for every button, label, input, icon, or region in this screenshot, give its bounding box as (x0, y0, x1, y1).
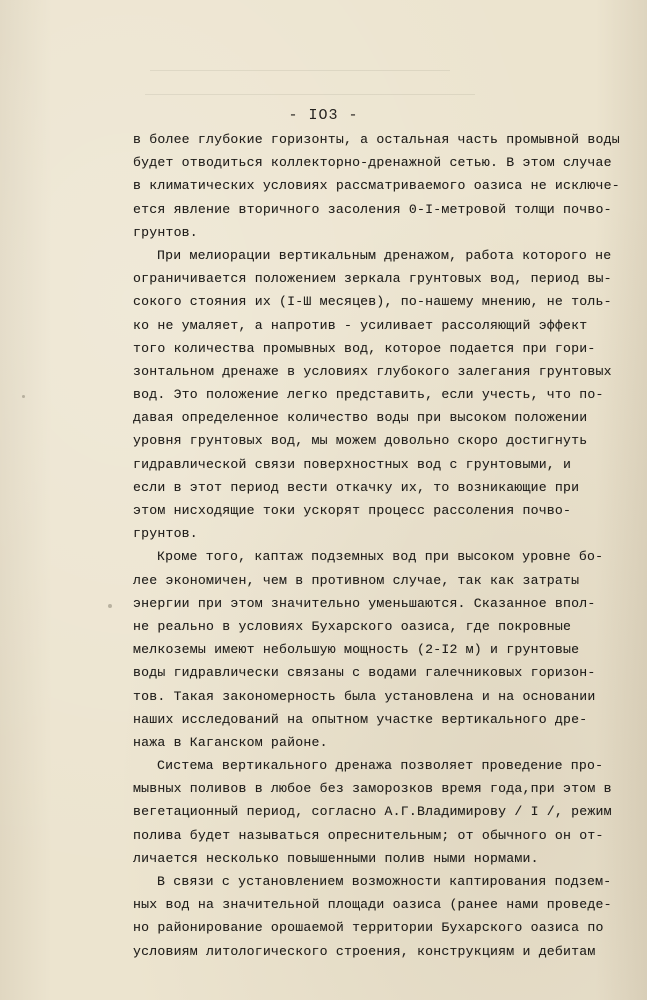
text-line: в климатических условиях рассматриваемого оазиса не исключе- (133, 178, 620, 194)
show-through-line (145, 94, 475, 103)
paragraph-3 (133, 545, 633, 754)
paragraph-4 (133, 754, 633, 870)
binder-hole-mark (22, 395, 25, 398)
text-line: Система вертикального дренажа позволяет проведение про- (157, 758, 604, 774)
text-line: вегетационный период, согласно А.Г.Владимирову / I /, режим (133, 804, 612, 820)
text-line: лее экономичен, чем в противном случае, так как затраты (133, 572, 580, 588)
text-line: зонтальном дренаже в условиях глубокого залегания грунтовых (133, 363, 612, 379)
text-line: не реально в условиях Бухарского оазиса, где покровные (133, 618, 572, 634)
body-text (133, 128, 633, 963)
text-line: этом нисходящие токи ускорят процесс рассоления почво- (133, 503, 572, 518)
paragraph-1 (133, 128, 633, 244)
text-line: уровня грунтовых вод, мы можем довольно скоро достигнуть (133, 433, 588, 449)
text-line: полива будет называться опреснительным; от обычного он от- (133, 827, 604, 843)
paragraph-2 (133, 244, 633, 545)
text-line: мывных поливов в любое без заморозков время года,при этом в (133, 781, 612, 797)
text-line: сокого стояния их (I-Ш месяцев), по-нашему мнению, не толь- (133, 294, 612, 310)
text-line: но районирование орошаемой территории Бухарского оазиса по (133, 920, 604, 936)
text-line: в более глубокие горизонты, а остальная часть промывной воды (133, 132, 620, 147)
text-line: воды гидравлически связаны с водами галечниковых горизон- (133, 665, 596, 681)
text-line: грунтов. (133, 224, 198, 240)
text-line: давая определенное количество воды при высоком положении (133, 410, 588, 426)
text-line: если в этот период вести откачку их, то возникающие при (133, 479, 580, 495)
text-line: условиям литологического строения, конструкциям и дебитам (133, 943, 596, 959)
page-number: - IO3 - (288, 107, 359, 124)
paragraph-5 (133, 870, 633, 963)
show-through-line (150, 70, 450, 79)
text-line: Кроме того, каптаж подземных вод при высоком уровне бо- (157, 549, 604, 565)
text-line: личается несколько повышенными полив ными нормами. (133, 850, 539, 866)
text-line: будет отводиться коллекторно-дренажной сетью. В этом случае (133, 155, 612, 171)
text-line: ограничивается положением зеркала грунтовых вод, период вы- (133, 271, 612, 287)
text-line: нажа в Каганском районе. (133, 734, 328, 750)
text-line: ных вод на значительной площади оазиса (ранее нами проведе- (133, 897, 612, 913)
text-line: ко не умаляет, а напротив - усиливает рассоляющий эффект (133, 317, 588, 333)
text-line: грунтов. (133, 526, 198, 542)
text-line: энергии при этом значительно уменьшаются. Сказанное впол- (133, 595, 596, 611)
binder-hole-mark (108, 604, 112, 608)
text-line: ется явление вторичного засоления 0-I-метровой толщи почво- (133, 201, 612, 217)
text-line: наших исследований на опытном участке вертикального дре- (133, 711, 588, 727)
text-line: тов. Такая закономерность была установлена и на основании (133, 688, 596, 704)
text-line: В связи с установлением возможности каптирования подзем- (157, 874, 612, 889)
text-line: При мелиорации вертикальным дренажом, работа которого не (157, 247, 612, 263)
text-line: вод. Это положение легко представить, если учесть, что по- (133, 387, 604, 403)
text-line: гидравлической связи поверхностных вод с грунтовыми, и (133, 456, 572, 472)
text-line: того количества промывных вод, которое подается при гори- (133, 340, 596, 356)
text-line: мелкоземы имеют небольшую мощность (2-I2 м) и грунтовые (133, 642, 580, 658)
